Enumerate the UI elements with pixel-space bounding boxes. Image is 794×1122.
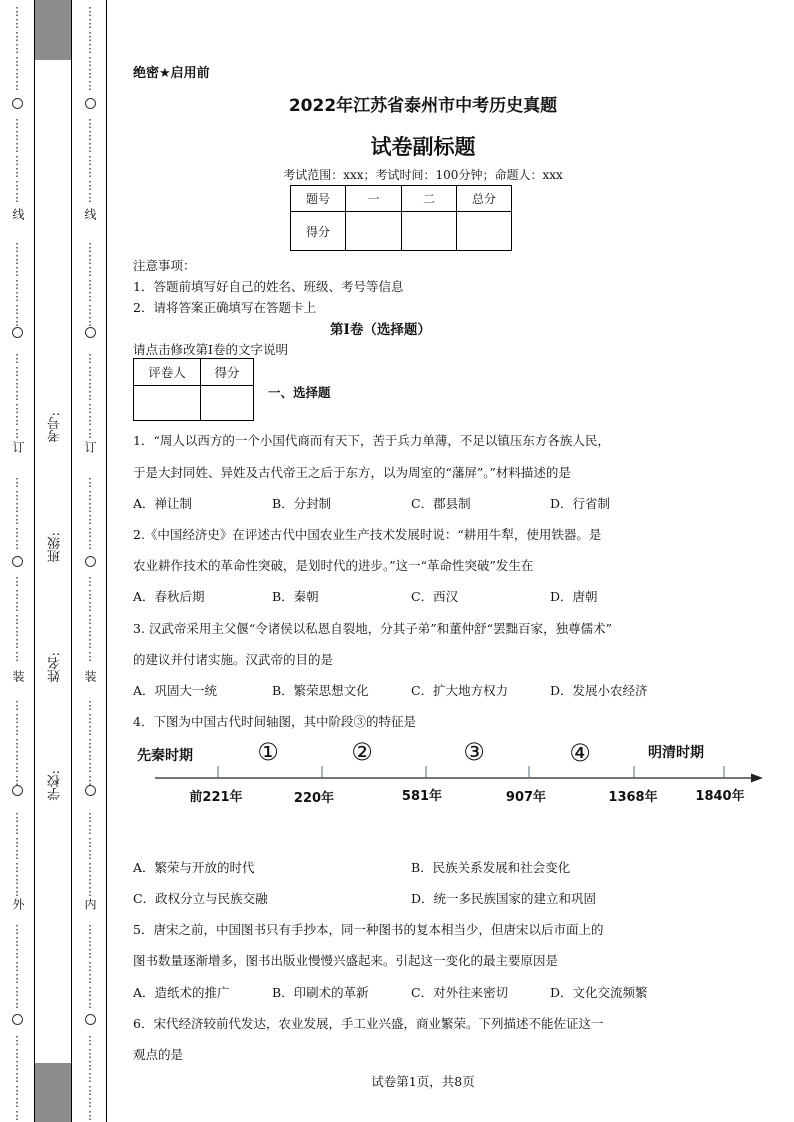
cut-line-dot: ⋮: [84, 277, 96, 291]
score-table: [290, 185, 512, 251]
cut-line-dot: ⋮: [11, 823, 23, 837]
cut-line-dot: ⋮: [84, 191, 96, 204]
cut-line-dot: ⋮: [11, 1034, 23, 1048]
cut-line-dot: ⋮: [84, 178, 96, 192]
cut-line-dot: ⋮: [84, 761, 96, 775]
cut-line-dot: ⋮: [11, 191, 23, 204]
cut-line-dot: ⋮: [11, 129, 23, 142]
question-text: 2.《中国经济史》在评述古代中国农业生产技术发展时说：“耕用牛犁，使用铁器。是: [133, 527, 602, 542]
inner-circle: [85, 327, 96, 338]
cut-line-dot: ⋮: [11, 885, 23, 899]
question-text: 6．宋代经济较前代发达，农业发展，手工业兴盛，商业繁荣。下列描述不能佐证这一: [133, 1016, 604, 1031]
option-c[interactable]: C．政权分立与民族交融: [133, 891, 268, 906]
cut-line-dot: ⋮: [84, 711, 96, 725]
timeline-right-label: 明清时期: [648, 745, 704, 761]
score-header: 总分: [457, 186, 512, 212]
cut-line-dot: ⋮: [84, 587, 96, 601]
section-note: 请点击修改第I卷的文字说明: [133, 342, 288, 357]
cut-line-dot: ⋮: [84, 823, 96, 837]
page-title: 2022年江苏省泰州市中考历史真题: [288, 96, 558, 116]
cut-line-dot: ⋮: [84, 1034, 96, 1048]
timeline-stage: ②: [351, 738, 373, 766]
outer-line-char: 线: [11, 208, 25, 220]
timeline-year: 1840年: [695, 789, 745, 804]
cut-line-dot: ⋮: [84, 1071, 96, 1085]
option-b[interactable]: B．民族关系发展和社会变化: [411, 860, 571, 875]
cut-line-dot: ⋮: [84, 414, 96, 428]
outer-outside-char: 外: [11, 898, 25, 910]
note-item: 1．答题前填写好自己的姓名、班级、考号等信息: [133, 279, 404, 294]
cut-line-dot: ⋮: [11, 1059, 23, 1072]
cut-line-dot: ⋮: [11, 538, 23, 552]
note-item: 2．请将答案正确填写在答题卡上: [133, 300, 316, 315]
cut-line-dot: ⋮: [84, 153, 96, 167]
cut-line-dot: ⋮: [11, 860, 23, 874]
score-cell: [457, 212, 512, 251]
cut-line-dot: ⋮: [84, 947, 96, 961]
cut-line-dot: ⋮: [11, 377, 23, 390]
option-b[interactable]: B．印刷术的革新: [272, 985, 369, 1000]
cut-line-dot: ⋮: [11, 153, 23, 167]
cut-line-dot: ⋮: [84, 5, 96, 18]
outer-circle: [12, 556, 23, 567]
cut-line-dot: ⋮: [11, 401, 23, 415]
cut-line-dot: ⋮: [84, 848, 96, 862]
question-text: 于是大封同姓、异姓及古代帝王之后于东方，以为周室的“藩屏”。”材料描述的是: [133, 465, 571, 480]
score-row-label: 得分: [291, 212, 346, 251]
cut-line-dot: ⋮: [11, 761, 23, 775]
option-d[interactable]: D．唐朝: [550, 589, 598, 604]
cut-line-dot: ⋮: [84, 625, 96, 638]
school-label: 学校:: [48, 770, 63, 801]
cut-line-dot: ⋮: [11, 315, 23, 328]
class-label: 班级:: [48, 532, 63, 563]
timeline-stage: ④: [569, 739, 591, 767]
grader-table: [133, 358, 254, 421]
cut-line-dot: ⋮: [84, 1046, 96, 1060]
option-a[interactable]: A．繁荣与开放的时代: [133, 860, 255, 875]
score-header: 一: [346, 186, 402, 212]
timeline-year: 907年: [505, 790, 547, 805]
cut-line-dot: ⋮: [11, 637, 23, 651]
grader-header: 得分: [201, 359, 254, 386]
cut-line-dot: ⋮: [11, 389, 23, 403]
cut-line-dot: ⋮: [84, 141, 96, 155]
cut-line-dot: ⋮: [84, 290, 96, 304]
option-b[interactable]: B．分封制: [272, 496, 332, 511]
cut-line-dot: ⋮: [84, 315, 96, 328]
cut-line-dot: ⋮: [11, 79, 23, 93]
exam-number-label: 考号:: [48, 412, 63, 443]
cut-line-dot: ⋮: [84, 575, 96, 589]
question-text: 图书数量逐渐增多，图书出版业慢慢兴盛起来。引起这一变化的最主要原因是: [133, 953, 559, 968]
cut-line-dot: ⋮: [11, 1108, 23, 1122]
page-footer: 试卷第1页，共8页: [371, 1074, 475, 1089]
cut-line-dot: ⋮: [11, 984, 23, 998]
question-text: 观点的是: [133, 1047, 184, 1062]
score-header: 二: [402, 186, 457, 212]
score-header: 题号: [291, 186, 346, 212]
timeline-figure: [130, 734, 770, 814]
inner-circle: [85, 1014, 96, 1025]
cut-line-dot: ⋮: [11, 699, 23, 713]
inner-circle: [85, 785, 96, 796]
cut-line-dot: ⋮: [84, 476, 96, 490]
cut-line-dot: ⋮: [84, 525, 96, 539]
cut-line-dot: ⋮: [84, 265, 96, 279]
inner-line-char: 线: [83, 208, 97, 220]
option-c[interactable]: C．对外往来密切: [411, 985, 509, 1000]
cut-line-dot: ⋮: [84, 513, 96, 527]
cut-line-dot: ⋮: [11, 54, 23, 68]
cut-line-dot: ⋮: [84, 302, 96, 316]
question-text: 的建议并付诸实施。汉武帝的目的是: [133, 652, 334, 667]
inner-staple-char: 装: [83, 670, 97, 682]
cut-line-dot: ⋮: [11, 178, 23, 192]
cut-line-dot: ⋮: [84, 773, 96, 787]
cut-line-dot: ⋮: [84, 401, 96, 415]
cut-line-dot: ⋮: [84, 54, 96, 68]
cut-line-dot: ⋮: [11, 922, 23, 936]
cut-line-dot: ⋮: [84, 835, 96, 849]
outer-circle: [12, 1014, 23, 1025]
cut-line-dot: ⋮: [84, 935, 96, 948]
cut-line-dot: ⋮: [84, 811, 96, 824]
cut-line-dot: ⋮: [84, 860, 96, 874]
timeline-arrowhead: [751, 774, 763, 783]
cut-line-dot: ⋮: [11, 141, 23, 155]
score-cell: [402, 212, 457, 251]
cut-line-dot: ⋮: [11, 600, 23, 614]
cut-line-dot: ⋮: [84, 166, 96, 180]
cut-line-dot: ⋮: [84, 612, 96, 626]
cut-line-dot: ⋮: [84, 129, 96, 142]
cut-line-dot: ⋮: [84, 377, 96, 390]
cut-line-dot: ⋮: [11, 947, 23, 961]
option-d[interactable]: D．行省制: [550, 496, 611, 511]
option-c[interactable]: C．西汉: [411, 589, 459, 604]
timeline-stage: ③: [463, 738, 485, 766]
cut-line-dot: ⋮: [84, 699, 96, 713]
grader-header: 评卷人: [134, 359, 201, 386]
cut-line-dot: ⋮: [84, 488, 96, 502]
cut-line-dot: ⋮: [11, 711, 23, 725]
score-cell: [346, 212, 402, 251]
cut-line-dot: ⋮: [11, 240, 23, 254]
outer-staple-char: 装: [11, 670, 25, 682]
cut-line-dot: ⋮: [84, 972, 96, 986]
cut-line-dot: ⋮: [11, 265, 23, 279]
cut-line-dot: ⋮: [11, 749, 23, 762]
cut-line-dot: ⋮: [11, 17, 23, 31]
cut-line-dot: ⋮: [11, 1071, 23, 1085]
question-text: 1．“周人以西方的一个小国代商而有天下，苦于兵力单薄，不足以镇压东方各族人民，: [133, 433, 610, 448]
section-title: 第I卷（选择题）: [330, 322, 431, 338]
cut-line-dot: ⋮: [11, 612, 23, 626]
cut-line-dot: ⋮: [84, 885, 96, 899]
cut-line-dot: ⋮: [84, 67, 96, 80]
option-c[interactable]: C．扩大地方权力: [411, 683, 509, 698]
cut-line-dot: ⋮: [11, 513, 23, 527]
cut-line-dot: ⋮: [11, 488, 23, 502]
cut-line-dot: ⋮: [11, 575, 23, 589]
cut-line-dot: ⋮: [11, 625, 23, 638]
cut-line-dot: ⋮: [11, 873, 23, 886]
cut-line-dot: ⋮: [84, 1096, 96, 1110]
cut-line-dot: ⋮: [11, 166, 23, 180]
option-d[interactable]: D．文化交流频繁: [550, 985, 648, 1000]
option-d[interactable]: D．统一多民族国家的建立和巩固: [411, 891, 597, 906]
page-subtitle: 试卷副标题: [370, 135, 476, 159]
cut-line-dot: ⋮: [11, 414, 23, 428]
question-text: 5．唐宋之前，中国图书只有手抄本，同一种图书的复本相当少，但唐宋以后市面上的: [133, 922, 604, 937]
cut-line-dot: ⋮: [11, 290, 23, 304]
cut-line-dot: ⋮: [84, 364, 96, 378]
notes-heading: 注意事项：: [133, 258, 196, 273]
timeline-left-label: 先秦时期: [137, 748, 193, 764]
cut-line-dot: ⋮: [11, 501, 23, 514]
cut-line-dot: ⋮: [11, 1046, 23, 1060]
part-title: 一、选择题: [268, 385, 331, 400]
margin-gray-block-top: [34, 0, 71, 60]
cut-line-dot: ⋮: [84, 538, 96, 552]
cut-line-dot: ⋮: [11, 253, 23, 266]
outer-circle: [12, 327, 23, 338]
exam-info: 考试范围：xxx；考试时间：100分钟；命题人：xxx: [283, 168, 563, 182]
option-a[interactable]: A．巩固大一统: [133, 683, 218, 698]
inner-inside-char: 内: [83, 898, 97, 910]
cut-line-dot: ⋮: [84, 637, 96, 651]
cut-line-dot: ⋮: [84, 649, 96, 663]
cut-line-dot: ⋮: [84, 984, 96, 998]
cut-line-dot: ⋮: [11, 848, 23, 862]
cut-line-dot: ⋮: [11, 302, 23, 316]
cut-line-dot: ⋮: [11, 811, 23, 824]
cut-line-dot: ⋮: [11, 116, 23, 130]
timeline-stage: ①: [257, 738, 279, 766]
timeline-year: 1368年: [608, 790, 658, 805]
cut-line-dot: ⋮: [11, 476, 23, 490]
cut-line-dot: ⋮: [84, 1083, 96, 1097]
cut-line-dot: ⋮: [84, 736, 96, 750]
cut-line-dot: ⋮: [11, 935, 23, 948]
cut-line-dot: ⋮: [84, 1059, 96, 1072]
secret-mark: 绝密★启用前: [133, 66, 210, 81]
cut-line-dot: ⋮: [11, 724, 23, 738]
cut-line-dot: ⋮: [11, 649, 23, 663]
timeline-year: 581年: [401, 789, 443, 804]
timeline-year: 前221年: [189, 790, 243, 805]
cut-line-dot: ⋮: [11, 1096, 23, 1110]
cut-line-dot: ⋮: [84, 17, 96, 31]
cut-line-dot: ⋮: [84, 352, 96, 366]
cut-line-dot: ⋮: [11, 736, 23, 750]
cut-line-dot: ⋮: [84, 959, 96, 973]
cut-line-dot: ⋮: [84, 501, 96, 514]
cut-line-dot: ⋮: [84, 426, 96, 440]
cut-line-dot: ⋮: [11, 277, 23, 291]
cut-line-dot: ⋮: [84, 1108, 96, 1122]
cut-line-dot: ⋮: [84, 997, 96, 1010]
question-text: 农业耕作技术的革命性突破，是划时代的进步。”这一“革命性突破”发生在: [133, 558, 534, 573]
cut-line-dot: ⋮: [84, 42, 96, 56]
cut-line-dot: ⋮: [11, 426, 23, 440]
cut-line-dot: ⋮: [11, 5, 23, 18]
cut-line-dot: ⋮: [84, 29, 96, 43]
cut-line-dot: ⋮: [84, 873, 96, 886]
cut-line-dot: ⋮: [11, 352, 23, 366]
cut-line-dot: ⋮: [11, 773, 23, 787]
cut-line-dot: ⋮: [84, 389, 96, 403]
cut-line-dot: ⋮: [11, 959, 23, 973]
outer-bind-char: 订: [11, 441, 25, 453]
cut-line-dot: ⋮: [11, 997, 23, 1010]
cut-line-dot: ⋮: [11, 42, 23, 56]
cut-line-dot: ⋮: [84, 240, 96, 254]
name-label: 姓名:: [48, 652, 63, 683]
cut-line-dot: ⋮: [11, 29, 23, 43]
option-a[interactable]: A．造纸术的推广: [133, 985, 230, 1000]
cut-line-dot: ⋮: [11, 1083, 23, 1097]
cut-line-dot: ⋮: [84, 600, 96, 614]
option-a[interactable]: A．禅让制: [133, 496, 193, 511]
cut-line-dot: ⋮: [11, 972, 23, 986]
cut-line-dot: ⋮: [84, 749, 96, 762]
question-text: 3. 汉武帝采用主父偃“令诸侯以私恩自裂地，分其子弟”和董仲舒“罢黜百家，独尊儒术”: [133, 621, 612, 636]
cut-line-dot: ⋮: [11, 67, 23, 80]
grader-cell: [134, 386, 201, 421]
cut-line-dot: ⋮: [11, 587, 23, 601]
option-c[interactable]: C．郡县制: [411, 496, 471, 511]
cut-line-dot: ⋮: [11, 835, 23, 849]
timeline-year: 220年: [293, 791, 335, 806]
option-a[interactable]: A．春秋后期: [133, 589, 205, 604]
cut-line-dot: ⋮: [84, 724, 96, 738]
option-d[interactable]: D．发展小农经济: [550, 683, 648, 698]
inner-bind-char: 订: [83, 441, 97, 453]
cut-line-dot: ⋮: [84, 116, 96, 130]
cut-line-dot: ⋮: [11, 364, 23, 378]
option-b[interactable]: B．秦朝: [272, 589, 319, 604]
inner-circle: [85, 556, 96, 567]
grader-cell: [201, 386, 254, 421]
cut-line-dot: ⋮: [84, 79, 96, 93]
cut-line-dot: ⋮: [84, 922, 96, 936]
cut-line-dot: ⋮: [11, 525, 23, 539]
cut-line-dot: ⋮: [84, 253, 96, 266]
option-b[interactable]: B．繁荣思想文化: [272, 683, 369, 698]
outer-circle: [12, 785, 23, 796]
question-text: 4．下图为中国古代时间轴图，其中阶段③的特征是: [133, 714, 416, 729]
